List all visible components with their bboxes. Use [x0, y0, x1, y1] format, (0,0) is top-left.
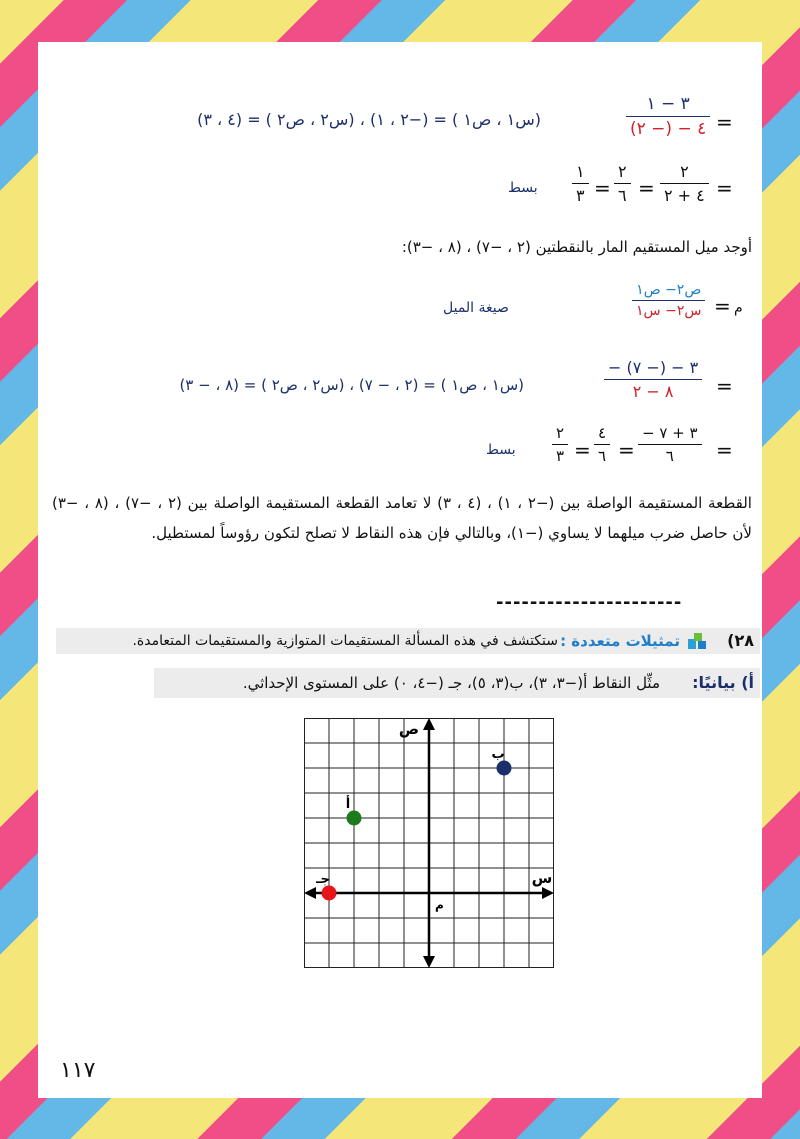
simplify-fraction-1: ٢ ٤ + ٢: [660, 162, 709, 205]
plotted-point: [497, 761, 512, 776]
slope-symbol: م: [734, 300, 743, 316]
y-axis-arrow-up: [423, 718, 435, 730]
dashed-divider: ----------------------: [496, 592, 683, 613]
y-axis-label: ص: [398, 720, 419, 738]
question-text: أوجد ميل المستقيم المار بالنقطتين (٢ ، −٧) ، (٨ ، −٣):: [401, 238, 752, 256]
part-a-line: [154, 668, 760, 698]
equals-sign: =: [716, 110, 733, 134]
coordinate-plane: [304, 718, 554, 968]
slope-formula-fraction: ص٢− ص١ س٢− س١: [632, 282, 705, 319]
x-axis-arrow-right: [542, 887, 554, 899]
equals-sign: =: [716, 176, 733, 200]
origin-label: م: [435, 898, 444, 912]
multiple-representations-icon: [688, 633, 706, 649]
page-sheet: = ٣ − ١ ٤ − (− ٢) (س١ ، ص١ ) = (−٢ ، ١) ، (س٢ ، ص٢ ) = (٤ ، ٣) = ٢ ٤ + ٢ = ٢ ٦ = ١ ٣ بسط أوجد ميل المستقيم المار بالنقطتين (٢ ، −٧) ، (٨ ، −٣): م = ص٢− ص١ س٢− س١ صيغة الميل = − ٣ − (− ٧) ٨ − ٢ (س١ ، ص١ ) = (٢ ، − ٧) ، (س٢ ، ص٢ ) = (٨ ، − ٣) = − ٣ + ٧ ٦ = ٤ ٦ = ٢ ٣ بسط القطعة المستقيمة الواصلة بين (−٢ ، ١) ، (٤ ، ٣) لا تعامد القطعة المستقيمة الواصلة بين (٢ ، −٧) ، (٨ ، −٣) لأن حاصل ضرب ميلهما لا يساوي (−١)، وبالتالي فإن هذه النقاط لا تصلح لتكون رؤوساً لمستطيل. ---------------------- ٢٨) تمثيلات متعددة : ستكتشف في هذه المسألة المستقيمات المتوازية والمستقيمات المتعامدة. أ) بيانيًا: مثِّل النقاط أ(−٣، ٣)، ب(٣، ٥)، جـ (−٤، ٠) على المستوى الإحداثي. ص س م أ ب جـ ١١٧: [38, 42, 762, 1098]
simplify-fraction-4: − ٣ + ٧ ٦: [638, 424, 702, 465]
simplify-note: بسط: [508, 180, 538, 196]
part-a-text: مثِّل النقاط أ(−٣، ٣)، ب(٣، ٥)، جـ (−٤، ٠) على المستوى الإحداثي.: [242, 674, 660, 692]
x-axis-arrow-left: [304, 887, 316, 899]
point-label: ب: [491, 747, 505, 762]
problem-heading: تمثيلات متعددة :: [560, 632, 680, 650]
simplify-note: بسط: [486, 442, 516, 458]
simplify-fraction-2: ٢ ٦: [614, 162, 631, 205]
slope-fraction-1: [626, 94, 710, 139]
simplify-fraction-3: ١ ٣: [572, 162, 589, 205]
y-axis-arrow-down: [423, 956, 435, 968]
slope-fraction-2: − ٣ − (− ٧) ٨ − ٢: [604, 358, 702, 401]
plotted-point: [347, 811, 362, 826]
simplify-fraction-5: ٤ ٦: [594, 424, 610, 465]
x-axis-label: س: [531, 869, 553, 887]
problem-intro: ستكتشف في هذه المسألة المستقيمات المتوازية والمستقيمات المتعامدة.: [132, 633, 558, 649]
fraction-denominator: ٤ − (− ٢): [630, 119, 707, 139]
conclusion-paragraph: القطعة المستقيمة الواصلة بين (−٢ ، ١) ، (٤ ، ٣) لا تعامد القطعة المستقيمة الواصلة بين (٢ ، −٧) ، (٨ ، −٣) لأن حاصل ضرب ميلهما لا يساوي (−١)، وبالتالي فإن هذه النقاط لا تصلح لتكون رؤوساً لمستطيل.: [52, 494, 752, 542]
part-a-label: أ) بيانيًا:: [692, 673, 754, 692]
problem-number: ٢٨): [727, 631, 754, 650]
simplify-fraction-6: ٢ ٣: [552, 424, 568, 465]
page-number: ١١٧: [60, 1058, 96, 1083]
plotted-point: [322, 886, 337, 901]
point-assignment-1: (س١ ، ص١ ) = (−٢ ، ١) ، (س٢ ، ص٢ ) = (٤ ، ٣): [197, 110, 541, 129]
point-assignment-2: (س١ ، ص١ ) = (٢ ، − ٧) ، (س٢ ، ص٢ ) = (٨ ، − ٣): [179, 376, 524, 394]
point-label: جـ: [316, 872, 330, 887]
slope-formula-label: صيغة الميل: [443, 300, 509, 316]
fraction-numerator: ٣ − ١: [646, 94, 690, 114]
problem-header: [56, 628, 760, 654]
point-label: أ: [345, 797, 351, 812]
